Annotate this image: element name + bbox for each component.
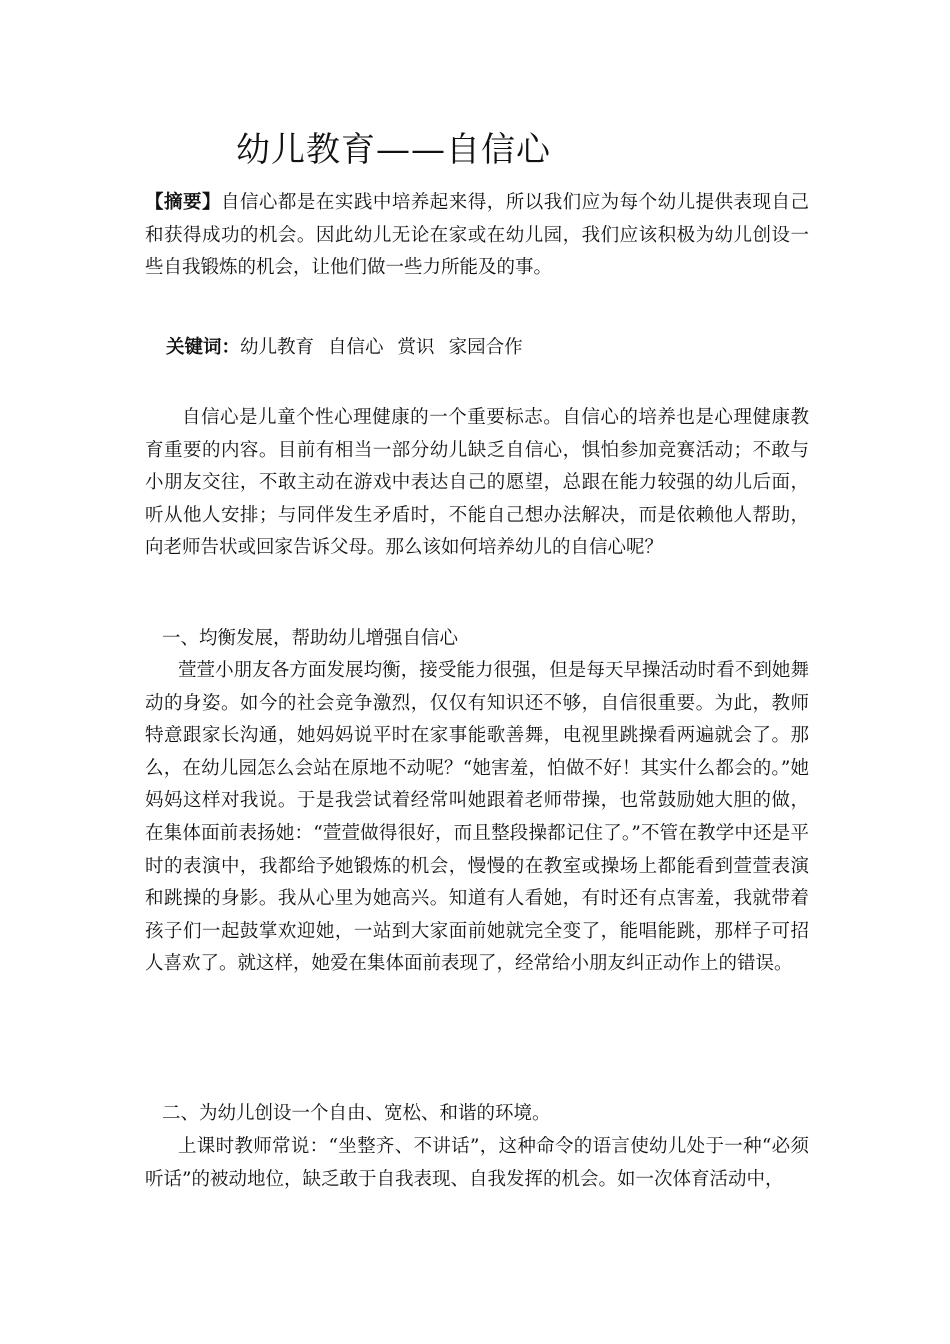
keyword-item: 家园合作 xyxy=(448,337,523,358)
keywords-line xyxy=(166,332,537,364)
section-heading: 一、均衡发展，帮助幼儿增强自信心 xyxy=(162,628,459,649)
keyword-item: 幼儿教育 xyxy=(240,337,315,358)
section-paragraph: 上课时教师常说：“坐整齐、不讲话”，这种命令的语言使幼儿处于一种“必须听话”的被动地位，缺乏敢于自我表现、自我发挥的机会。如一次体育活动中， xyxy=(145,1136,809,1190)
keyword-item: 自信心 xyxy=(328,337,384,358)
abstract-paragraph xyxy=(145,187,809,285)
section-paragraph: 萱萱小朋友各方面发展均衡，接受能力很强，但是每天早操活动时看不到她舞动的身姿。如今的社会竞争激烈，仅仅有知识还不够，自信很重要。为此，教师特意跟家长沟通，她妈妈说平时在家事能歌善舞，电视里跳操看两遍就会了。那么，在幼儿园怎么会站在原地不动呢？“她害羞，怕做不好！其实什么都会的。”她妈妈这样对我说。于是我尝试着经常叫她跟着老师带操，也常鼓励她大胆的做，在集体面前表扬她：“萱萱做得很好，而且整段操都记住了。”不管在教学中还是平时的表演中，我都给予她锻炼的机会，慢慢的在教室或操场上都能看到萱萱表演和跳操的身影。我从心里为她高兴。知道有人看她，有时还有点害羞，我就带着孩子们一起鼓掌欢迎她，一站到大家面前她就完全变了，能唱能跳，那样子可招人喜欢了。就这样，她爱在集体面前表现了，经常给小朋友纠正动作上的错误。 xyxy=(145,660,809,975)
intro-paragraph: 自信心是儿童个性心理健康的一个重要标志。自信心的培养也是心理健康教育重要的内容。目前有相当一部分幼儿缺乏自信心，惧怕参加竞赛活动；不敢与小朋友交往，不敢主动在游戏中表达自己的愿望，总跟在能力较强的幼儿后面，听从他人安排；与同伴发生矛盾时，不能自己想办法解决，而是依赖他人帮助，向老师告状或回家告诉父母。那么该如何培养幼儿的自信心呢？ xyxy=(145,407,809,559)
keyword-item: 赏识 xyxy=(397,337,435,358)
section-heading: 二、为幼儿创设一个自由、宽松、和谐的环境。 xyxy=(162,1103,551,1124)
abstract-label: 【摘要】 xyxy=(145,192,221,213)
abstract-text: 自信心都是在实践中培养起来得，所以我们应为每个幼儿提供表现自己和获得成功的机会。因此幼儿无论在家或在幼儿园，我们应该积极为幼儿创设一些自我锻炼的机会，让他们做一些力所能及的事。 xyxy=(145,192,809,279)
keywords-label: 关键词： xyxy=(166,337,241,358)
document-title: 幼儿教育——自信心 xyxy=(236,130,551,170)
